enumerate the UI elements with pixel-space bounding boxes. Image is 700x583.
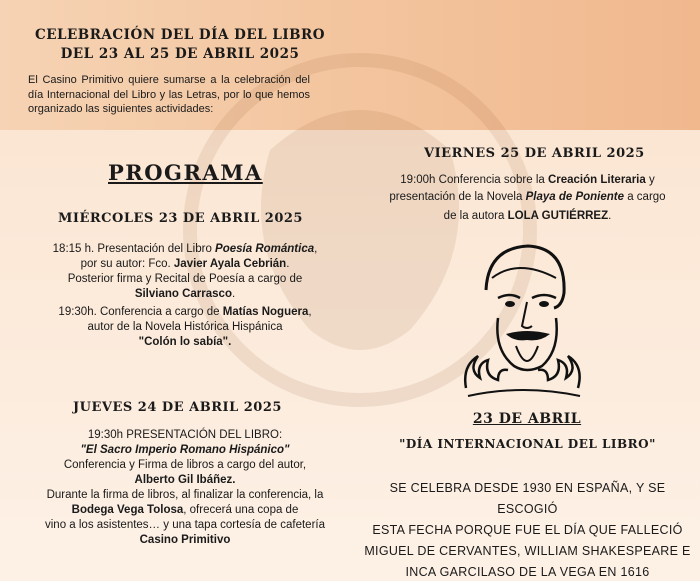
author-name: Alberto Gil Ibáñez. bbox=[134, 474, 236, 486]
winery-name: Bodega Vega Tolosa bbox=[71, 504, 184, 516]
book-title: Poesía Romántica bbox=[215, 243, 315, 255]
novel-title: Playa de Poniente bbox=[525, 191, 625, 203]
jueves-event: 19:30h PRESENTACIÓN DEL LIBRO: "El Sacro Imperio Romano Hispánico" Conferencia y Firma de libros a cargo del autor, Alberto Gil Ibáñez. Durante la firma de libros, al finalizar la conferencia, la Bodega Vega Tolosa, ofrecerá una copa de vino a los asistentes… y una tapa cortesía de cafetería Casino Primitivo bbox=[45, 429, 325, 546]
book-title: "El Sacro Imperio Romano Hispánico" bbox=[80, 444, 290, 456]
miercoles-event-2: 19:30h. Conferencia a cargo de Matías Noguera, autor de la Novela Histórica Hispánica "Colón lo sabía". bbox=[58, 306, 312, 348]
event-title-line2: DEL 23 AL 25 DE ABRIL 2025 bbox=[60, 46, 300, 62]
speaker-name: Matías Noguera bbox=[222, 306, 309, 318]
programa-heading: PROGRAMA bbox=[108, 160, 263, 185]
author-name: LOLA GUTIÉRREZ bbox=[507, 210, 609, 222]
author-name: Javier Ayala Cebrián bbox=[173, 258, 287, 270]
dia-libro-date: 23 DE ABRIL bbox=[472, 411, 582, 427]
miercoles-heading: MIÉRCOLES 23 DE ABRIL 2025 bbox=[58, 211, 303, 226]
dia-libro-description: SE CELEBRA DESDE 1930 EN ESPAÑA, Y SE ESCOGIÓ ESTA FECHA PORQUE FUE EL DÍA QUE FALLECIÓ MIGUEL DE CERVANTES, WILLIAM SHAKESPEARE E INCA GARCILASO DE LA VEGA EN 1616 bbox=[364, 481, 691, 579]
cervantes-portrait-icon bbox=[458, 238, 588, 398]
novel-title: "Colón lo sabía". bbox=[138, 336, 232, 348]
reciter-name: Silviano Carrasco bbox=[134, 288, 232, 300]
jueves-heading: JUEVES 24 DE ABRIL 2025 bbox=[73, 400, 282, 415]
intro-text: El Casino Primitivo quiere sumarse a la celebración del día Internacional del Libro y las Letras, por lo que hemos organizado las siguientes actividades: bbox=[28, 74, 310, 115]
event-title bbox=[20, 26, 340, 64]
dia-libro-title: "DÍA INTERNACIONAL DEL LIBRO" bbox=[399, 437, 656, 451]
viernes-heading: VIERNES 25 DE ABRIL 2025 bbox=[424, 146, 645, 161]
miercoles-event-1: 18:15 h. Presentación del Libro Poesía Romántica, por su autor: Fco. Javier Ayala Cebrián. Posterior firma y Recital de Poesía a cargo de Silviano Carrasco. bbox=[52, 243, 318, 300]
event-title-line1: CELEBRACIÓN DEL DÍA DEL LIBRO bbox=[34, 27, 326, 43]
viernes-event: 19:00h Conferencia sobre la Creación Literaria y presentación de la Novela Playa de Poniente a cargo de la autora LOLA GUTIÉRREZ. bbox=[389, 174, 666, 222]
casino-name: Casino Primitivo bbox=[139, 534, 231, 546]
